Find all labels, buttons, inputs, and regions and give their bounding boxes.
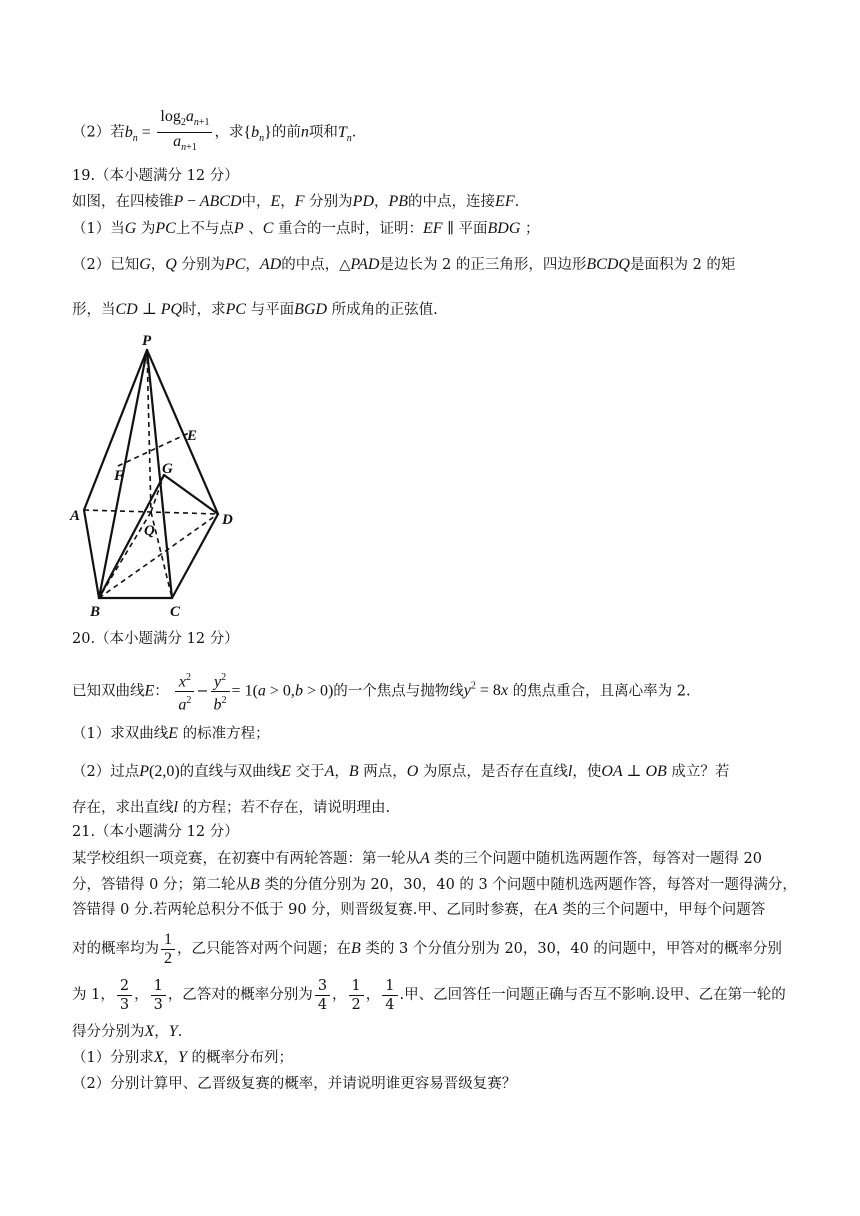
q21-line3: 答错得 0 分.若两轮总积分不低于 90 分，则晋级复赛.甲、乙同时参赛，在A 类的三个问题中，甲每个问题答 — [72, 901, 766, 918]
q19-part1: （1）当G 为PC上不与点P 、C 重合的一点时，证明：EF ∥ 平面BDG ； — [72, 220, 540, 237]
q21-header: 21.（本小题满分 12 分） — [72, 824, 239, 840]
q19-header: 19.（本小题满分 12 分） — [72, 168, 239, 184]
q18-part2: （2）若$b_n$ = $\frac{\log_2a_{n+1}}{a_{n+1}}$ ，求$\{b_n\}$的前n项和$T_n$. — [72, 108, 356, 148]
q20-part2-b: 存在，求出直线l 的方程；若不存在，请说明理由. — [72, 799, 391, 816]
q19-intro: 如图，在四棱锥P − ABCD中，E，F 分别为PD，PB的中点，连接EF. — [72, 193, 520, 210]
q21-part1: （1）分别求X，Y 的概率分布列； — [72, 1049, 294, 1066]
label-D: D — [222, 512, 233, 528]
q20-intro: 已知双曲线E： $\frac{x^2}{a^2}$ − $\frac{y^2}{b^2}$ = 1(a > 0,b > 0)的一个焦点与抛物线$y^2 = 8x$ 的焦点重合，且离心率为 2. — [72, 664, 691, 710]
edge-AB — [84, 510, 99, 598]
q21-line4: 对的概率均为 $\frac{1}{2}$ ，乙只能答对两个问题；在B 类的 3 个分值分别为 20，30，40 的问题中，甲答对的概率分别 — [72, 930, 782, 967]
label-G: G — [162, 461, 173, 477]
edge-CD — [172, 514, 218, 598]
q20-header: 20.（本小题满分 12 分） — [72, 631, 239, 647]
q19-part2-a: （2）已知G，Q 分别为PC，AD的中点，△PAD是边长为 2 的正三角形，四边形BCDQ是面积为 2 的矩 — [72, 256, 736, 273]
pyramid-figure — [66, 330, 246, 622]
q18-fraction: $\frac{\log_2a_{n+1}}{a_{n+1}}$ — [157, 108, 212, 157]
edge-BD — [99, 514, 218, 598]
label-P: P — [142, 333, 152, 349]
q21-line6: 得分分别为X，Y. — [72, 1023, 183, 1040]
label-F: F — [114, 468, 125, 484]
label-B: B — [90, 604, 101, 620]
edge-PA — [84, 350, 147, 510]
q20-part2-a: （2）过点P(2,0)的直线与双曲线E 交于A，B 两点，O 为原点，是否存在直线l，使OA ⊥ OB 成立？若 — [72, 763, 730, 780]
label-E: E — [187, 428, 198, 444]
q21-line1: 某学校组织一项竞赛，在初赛中有两轮答题：第一轮从A 类的三个问题中随机选两题作答，每答对一题得 20 — [72, 850, 762, 867]
q21-line5: 为 1， $\frac{2}{3}$ ， $\frac{1}{3}$ ，乙答对的概率分别为 $\frac{3}{4}$ ， $\frac{1}{2}$ ， $\frac{1}{4}$ .甲、乙回答任一问题正确与否互不影响.设甲、乙在第一轮的 — [72, 977, 786, 1013]
q20-part1: （1）求双曲线E 的标准方程； — [72, 725, 270, 742]
q19-part2-b: 形，当CD ⊥ PQ时，求PC 与平面BGD 所成角的正弦值. — [72, 301, 438, 318]
q21-part2: （2）分别计算甲、乙晋级复赛的概率，并请说明谁更容易晋级复赛？ — [72, 1076, 517, 1092]
label-Q: Q — [144, 523, 155, 539]
label-C: C — [170, 604, 181, 620]
q21-line2: 分，答错得 0 分；第二轮从B 类的分值分别为 20，30，40 的 3 个问题中随机选两题作答，每答对一题得满分， — [72, 876, 797, 893]
label-A: A — [70, 508, 81, 524]
